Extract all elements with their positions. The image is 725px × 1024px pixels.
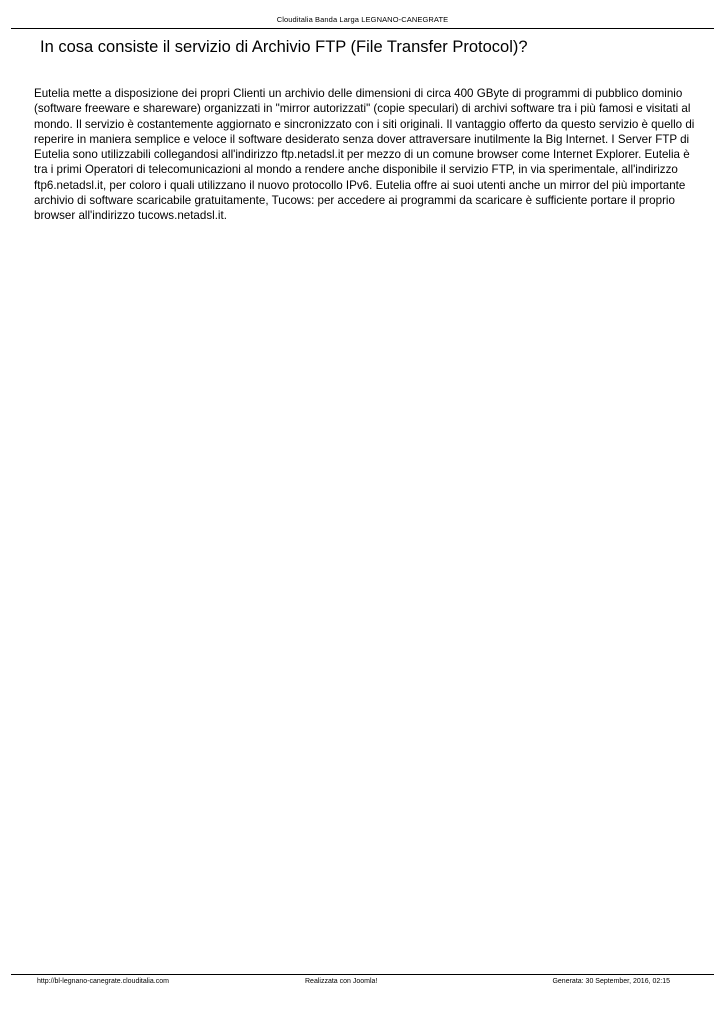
header-divider bbox=[11, 28, 714, 29]
footer-divider bbox=[11, 974, 714, 975]
article-title: In cosa consiste il servizio di Archivio FTP (File Transfer Protocol)? bbox=[40, 38, 528, 56]
footer-generated-date: Generata: 30 September, 2016, 02:15 bbox=[552, 978, 670, 985]
article-body: Eutelia mette a disposizione dei propri Clienti un archivio delle dimensioni di circa 400 GByte di programmi di pubblico dominio (software freeware e shareware) organizzati in "mirror autorizzati" (copie speculari) di archivi software tra i più famosi e visitati al mondo. Il servizio è costantemente aggiornato e sincronizzato con i siti originali. Il vantaggio offerto da questo servizio è quello di reperire in maniera semplice e veloce il software desiderato senza dover attraversare inutilmente la Big Internet. I Server FTP di Eutelia sono utilizzabili collegandosi all'indirizzo ftp.netadsl.it per mezzo di un comune browser come Internet Explorer. Eutelia è tra i primi Operatori di telecomunicazioni al mondo a rendere anche disponibile il servizio FTP, in via sperimentale, all'indirizzo ftp6.netadsl.it, per coloro i quali utilizzano il nuovo protocollo IPv6. Eutelia offre ai suoi utenti anche un mirror del più importante archivio di software scaricabile gratuitamente, Tucows: per accedere ai programmi da scaricare è sufficiente portare il proprio browser all'indirizzo tucows.netadsl.it. bbox=[34, 87, 695, 223]
site-title: Clouditalia Banda Larga LEGNANO-CANEGRATE bbox=[276, 15, 449, 24]
footer-credit: Realizzata con Joomla! bbox=[305, 978, 378, 985]
footer-url: http://bl-legnano-canegrate.clouditalia.com bbox=[37, 978, 169, 985]
